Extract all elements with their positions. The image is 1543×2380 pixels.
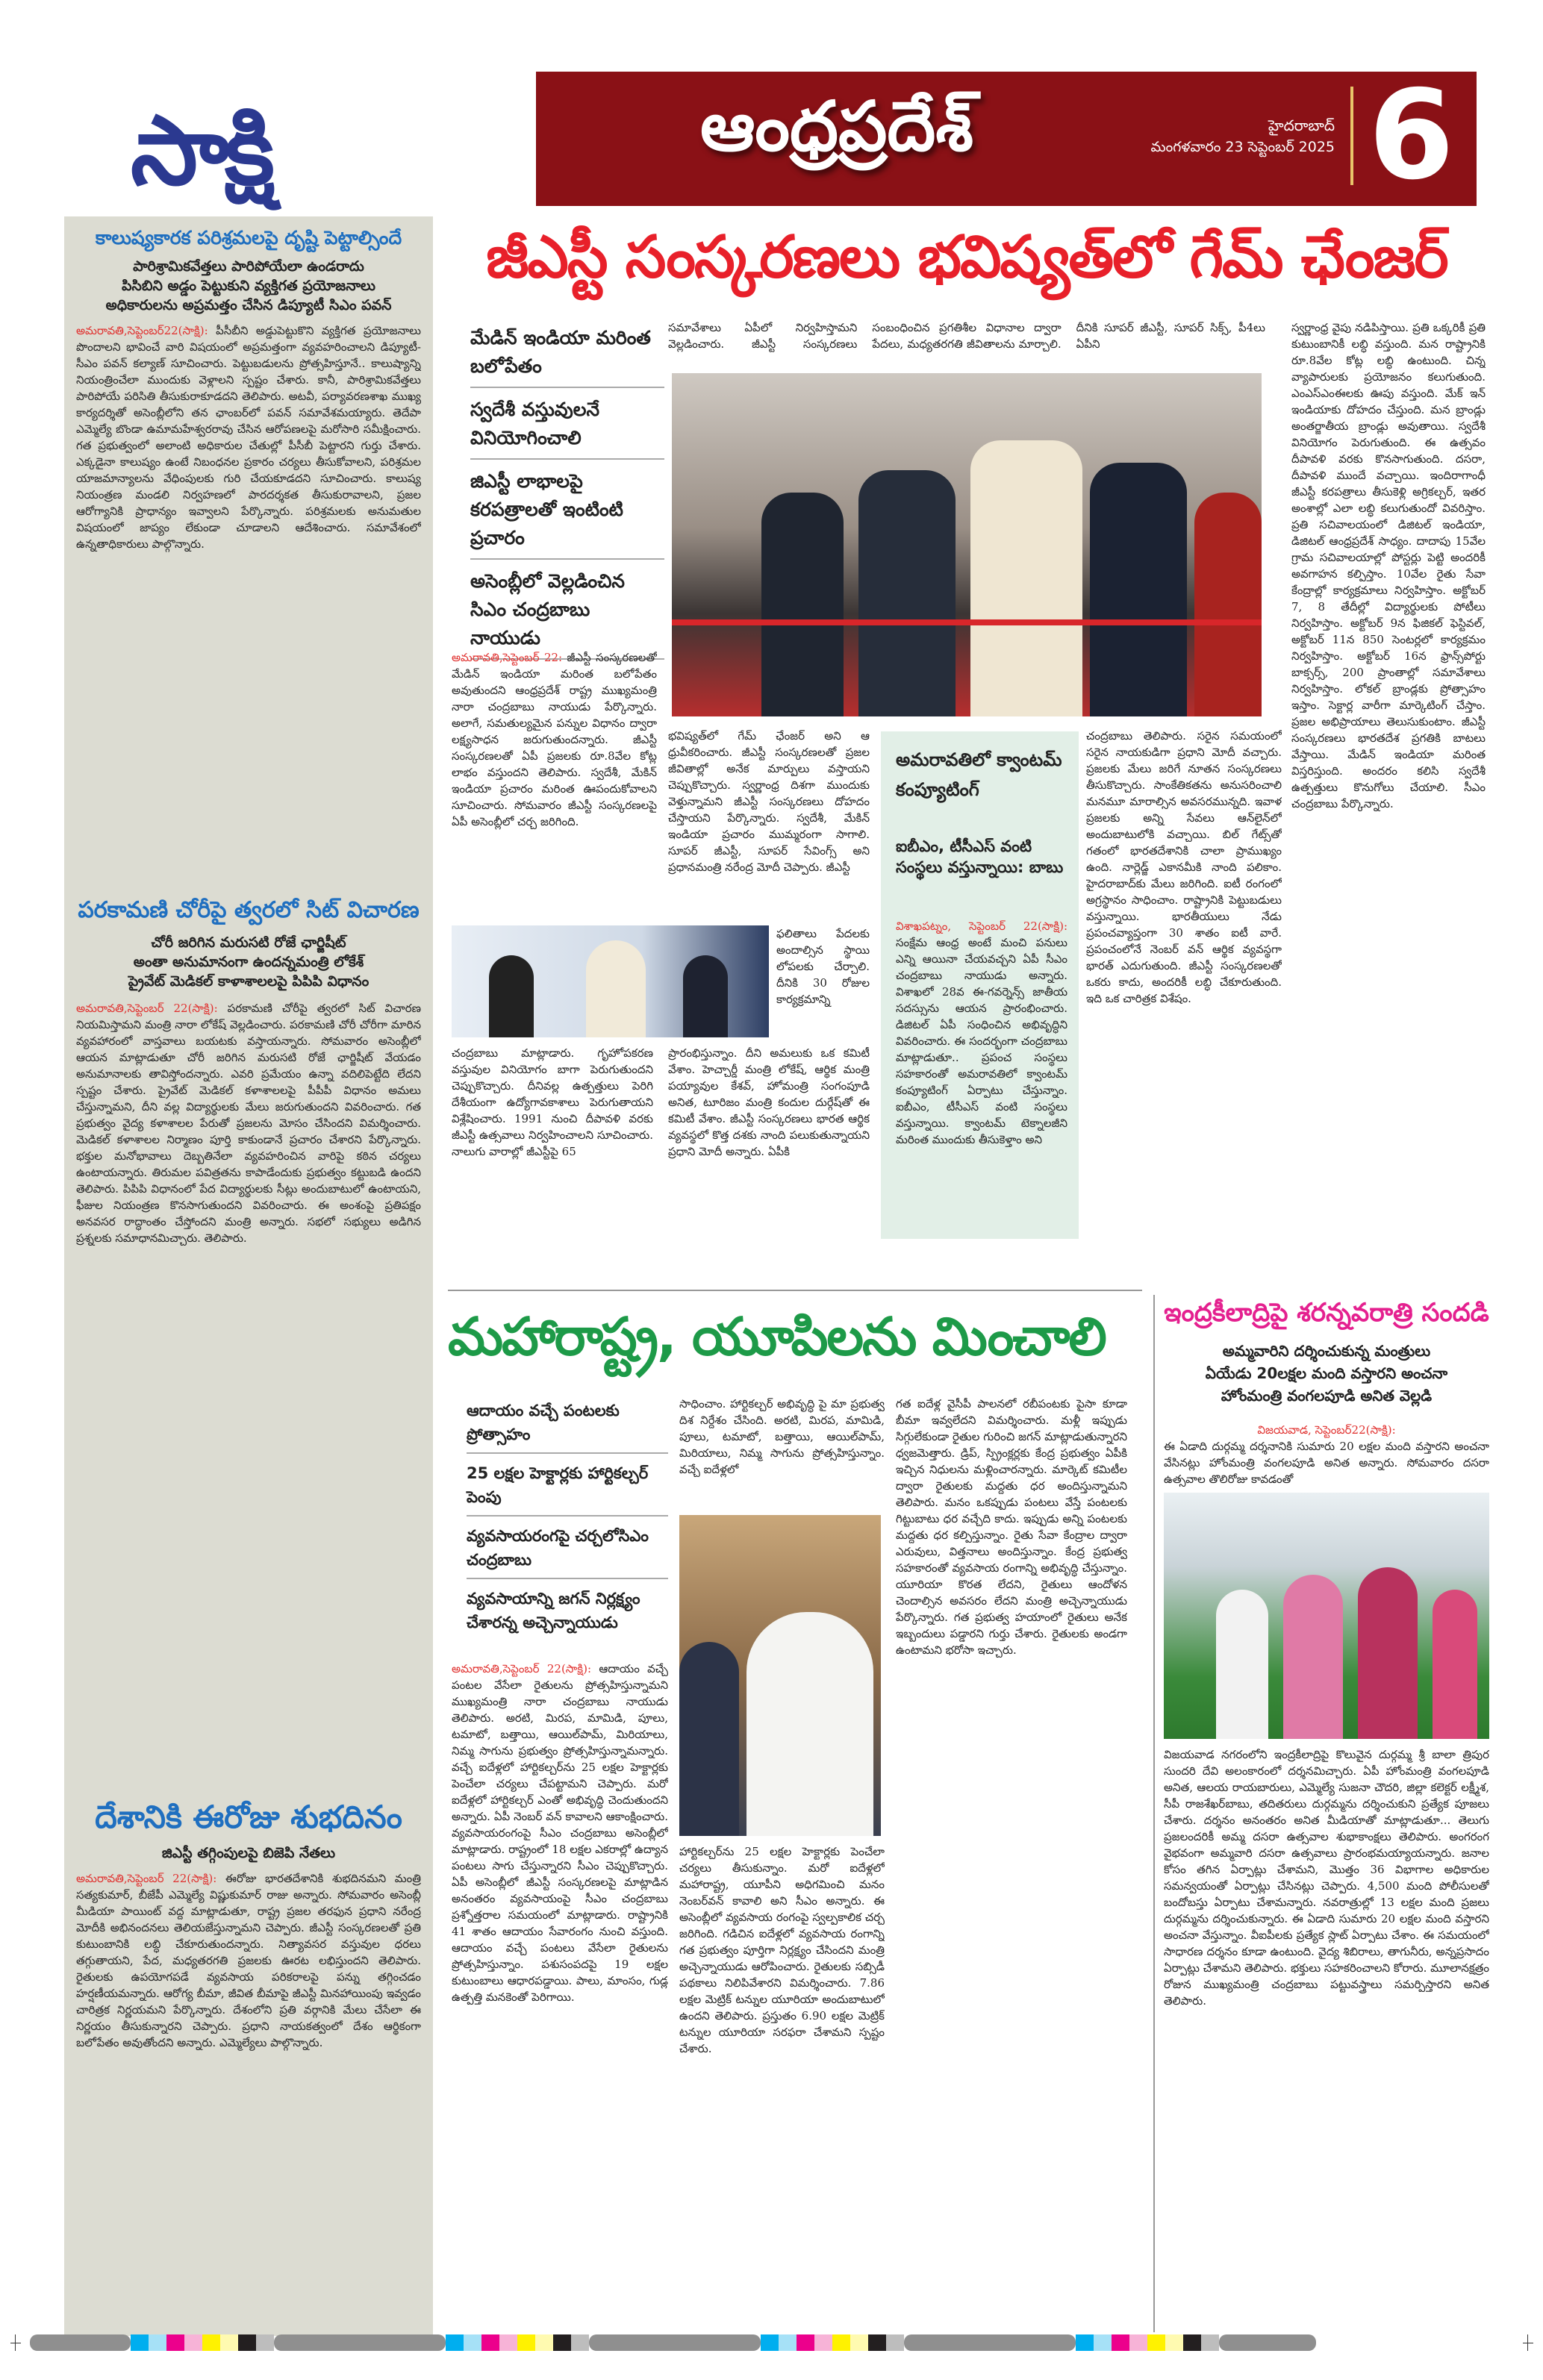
subhead: మేడిన్ ఇండియా మరింత బలోపేతం	[470, 321, 664, 388]
dateline: అమరావతి,సెప్టెంబర్ 22:	[452, 651, 563, 664]
color-patch	[220, 2334, 238, 2351]
color-patch	[256, 2334, 274, 2351]
cm-ribbon-cutting-photo	[672, 373, 1262, 716]
dateline: అమరావతి,సెప్టెంబర్ 22(సాక్షి):	[452, 1662, 592, 1675]
subhead: వ్యవసాయరంగపై చర్చలోసిఎం చంద్రబాబు	[467, 1521, 668, 1579]
color-patch	[446, 2334, 464, 2351]
temple-subs	[1162, 1340, 1491, 1407]
color-patch	[779, 2334, 797, 2351]
color-patch-grey	[274, 2334, 446, 2351]
color-patch	[1076, 2334, 1094, 2351]
main-story-body-col4: చంద్రబాబు తెలిపారు. సరైన సమయంలో సరైన నాయకుడిగా ప్రధాని మోదీ వచ్చారు. ప్రజలకు మేలు జరిగే నూతన సంస్కరణలు తీసుకొచ్చారు. సాంకేతికతను అనుసరించాలి మనమూ మారాల్సిన అవసరమున్నది. ఇవాళ ప్రజలకు అన్ని సేవలు ఆన్‌లైన్‌లో అందుబాటులోకి వచ్చాయి. బిల్ గేట్స్‌తో గతంలో భారతదేశానికి చాలా ప్రాముఖ్యం ఉంది. నార్లెడ్జ్ ఎకానమీకి నాంది పలికాం. హైదరాబాద్‌కు మేలు జరిగింది. ఐటీ రంగంలో అగ్రస్థానం సాధించాం. రాష్ట్రానికి పెట్టుబడులు వస్తున్నాయి. భారతీయులు నేడు ప్రపంచవ్యాప్తంగా 30 శాతం ఐటీ వారే. ప్రపంచంలోనే నెంబర్ వన్ ఆర్థిక వ్యవస్థగా భారత్ ఎదుగుతుంది. జీఎస్టీ సంస్కరణలతో ఒకరు కాదు, అందరికీ లబ్ధి చేకూరుతుంది. ఇది ఒక చారిత్రక విశేషం.	[1086, 729, 1282, 1005]
sidebar-story1-body	[76, 322, 421, 886]
sidebar-story3-body	[76, 1870, 421, 2326]
subhead: ఏయేడు 20లక్షల మంది వస్తారని అంచనా	[1205, 1364, 1448, 1382]
color-patch	[553, 2334, 571, 2351]
color-patch	[131, 2334, 149, 2351]
sidebar-story2-sub: చోరీ జరిగిన మరుసటి రోజే ఛార్జిషీట్	[151, 934, 346, 951]
section-title: ఆంధ్రప్రదేశ్	[700, 87, 973, 166]
agri-body-col1	[452, 1661, 668, 2325]
color-patch	[1183, 2334, 1201, 2351]
color-patch	[1201, 2334, 1219, 2351]
color-patch	[1129, 2334, 1147, 2351]
print-color-bar	[30, 2334, 1515, 2351]
photo-side-text: ఫలితాలు పేదలకు అందాల్సిన స్థాయి లోపలకు చేర్చాలి. దీనికి 30 రోజుల కార్యక్రమాన్ని	[776, 927, 870, 1006]
article-text: ఆదాయం వచ్చే పంటల వేసేలా రైతులను ప్రోత్సహిస్తున్నామని ముఖ్యమంత్రి నారా చంద్రబాబు నాయుడు తెలిపారు. అరటి, మిరప, మామిడి, పూలు, టమాటో, బత్తాయి, ఆయిల్‌పామ్, మిరియాలు, నిమ్మ సాగును ప్రభుత్వం ప్రోత్సహిస్తున్నామన్నారు. వచ్చే ఐదేళ్లలో హార్టికల్చర్‌ను 25 లక్షల హెక్టార్లకు పెంచేలా చర్యలు చేపట్టామని చెప్పారు. మరో ఐదేళ్లలో హార్టికల్చర్ ఎంతో అభివృద్ధి చెందుతుందని అన్నారు. ఏపీ నెంబర్ వన్ కావాలని ఆకాంక్షించారు. వ్యవసాయరంగంపై సీఎం చంద్రబాబు అసెంబ్లీలో మాట్లాడారు. రాష్ట్రంలో 18 లక్షల ఎకరాల్లో ఉద్యాన పంటలు సాగు చేస్తున్నారని సీఎం చెప్పుకొచ్చారు. ఏపీ అసెంబ్లీలో జీఎస్టీ సంస్కరణలపై మాట్లాడిన అనంతరం వ్యవసాయంపై సీఎం చంద్రబాబు ప్రశ్నోత్తరాల సమయంలో మాట్లాడారు. రాష్ట్రానికి 41 శాతం ఆదాయం సేవారంగం నుంచి వస్తుంది. ఆదాయం వచ్చే పంటలు వేసేలా రైతులను ప్రోత్సహిస్తున్నాం. పశుసంపదపై 19 లక్షల కుటుంబాలు ఆధారపడ్డాయి. పాలు, మాంసం, గుడ్ల ఉత్పత్తి మనకెంతో పెరిగాయి.	[452, 1662, 668, 2004]
color-patch	[1112, 2334, 1129, 2351]
subhead: ఆదాయం వచ్చే పంటలకు ప్రోత్సాహం	[467, 1396, 668, 1454]
agri-body-col2b: హార్టికల్చర్‌ను 25 లక్షల హెక్టార్లకు పెంచేలా చర్యలు తీసుకున్నాం. మరో ఐదేళ్లలో మహారాష్ట్ర, యూపీని అధిగమించి మనం నెంబర్‌వన్ కావాలి అని సీఎం అన్నారు. ఈ అసెంబ్లీలో వ్యవసాయ రంగంపై స్వల్పకాలిక చర్చ జరిగింది. గడిచిన ఐదేళ్లలో వ్యవసాయ రంగాన్ని గత ప్రభుత్వం పూర్తిగా నిర్లక్ష్యం చేసిందని మంత్రి అచ్చెన్నాయుడు ఆరోపించారు. రైతులకు సబ్సిడీ పథకాలు నిలిపివేశారని విమర్శించారు. 7.86 లక్షల మెట్రిక్ టన్నుల యూరియా అందుబాటులో ఉందని తెలిపారు. ప్రస్తుతం 6.90 లక్షల మెట్రిక్ టన్నుల యూరియా సరఫరా చేశామని స్పష్టం చేశారు.	[679, 1845, 885, 2055]
sidebar-story1-sub: పిసిబిని అడ్డం పెట్టుకుని వ్యక్తిగత ప్రయోజనాలు	[122, 278, 375, 294]
agri-headline: మహారాష్ట్ర, యూపిలను మించాలి	[448, 1306, 1106, 1367]
subhead: జిఎస్టీ లాభాలపై కరపత్రాలతో ఇంటింటి ప్రచారం	[470, 464, 664, 560]
color-patch-grey	[904, 2334, 1076, 2351]
article-text: ఈ ఏడాది దుర్గమ్మ దర్శనానికి సుమారు 20 లక్షల మంది వస్తారని అంచనా వేసినట్లు హోంమంత్రి వంగలపూడి అనిత అన్నారు. సోమవారం దసరా ఉత్సవాల తొలిరోజు కావడంతో	[1164, 1440, 1489, 1486]
main-story-body-col5: స్వర్ణాంధ్ర వైపు నడిపిస్తాయి. ప్రతి ఒక్కరికీ ప్రతి కుటుంబానికీ లబ్ధి వస్తుంది. మన రాష్ట్రానికి రూ.8వేల కోట్ల లబ్ధి ఉంటుంది. చిన్న వ్యాపారులకు ప్రయోజనం కలుగుతుంది. ఎంఎస్ఎంఈలకు ఊపు వస్తుంది. మేక్ ఇన్ ఇండియాకు దోహదం చేస్తుంది. మన బ్రాండ్లు అంతర్జాతీయ బ్రాండ్లు అవుతాయి. స్వదేశీ వినియోగం పెరుగుతుంది. ఈ ఉత్సవం దీపావళి వరకు కొనసాగుతుంది. దసరా, దీపావళి ముందే వచ్చాయి. ఇందిరాగాంధీ జీఎస్టీ కరపత్రాలు తీసుకెళ్లి అగ్రికల్చర్, ఇతర అంశాల్లో ఎలా లబ్ధి కలుగుతుందో వివరిస్తాం. ప్రతి సచివాలయంలో డిజిటల్ ఇండియా, డిజిటల్ ఆంధ్రప్రదేశ్ సాధ్యం. దాదాపు 15వేల గ్రామ సచివాలయాల్లో పోస్టర్లు పెట్టి అందరికీ అవగాహన కల్పిస్తాం. 10వేల రైతు సేవా కేంద్రాల్లో కార్యక్రమాలు నిర్వహిస్తాం. అక్టోబర్ 7, 8 తేదీల్లో విద్యార్థులకు పోటీలు నిర్వహిస్తాం. అక్టోబర్ 9న ఫిజికల్ ఫెస్టివల్, అక్టోబర్ 11న 850 సెంటర్లలో కార్యక్రమం నిర్వహిస్తాం. అక్టోబర్ 16న ఫ్రాన్స్‌పోర్టు బాక్సర్స్, 200 ప్రాంతాల్లో సమావేశాలు నిర్వహిస్తాం. లోకల్ బ్రాండ్లకు ప్రోత్సాహం ఇస్తాం. సెక్టార్ల వారీగా మార్కెటింగ్ చేస్తాం. ప్రజల అభిప్రాయాలు తెలుసుకుంటాం. జీఎస్టీ సంస్కరణలు భారతదేశ ప్రగతికి బాటలు వేస్తాయి. మేడిన్ ఇండియా మరింత విస్తరిస్తుంది. అందరం కలిసి స్వదేశీ ఉత్పత్తులు కొనుగోలు చేయాలి. సీఎం చంద్రబాబు పేర్కొన్నారు.	[1291, 321, 1486, 810]
color-patch	[184, 2334, 202, 2351]
main-story-body-top: సమావేశాలు ఏపీలో నిర్వహిస్తామని వెల్లడించారు. జీఎస్టీ సంస్కరణలు సంబంధించిన ప్రగతిశీల విధానాల ద్వారా పేదలు, మధ్యతరగతి జీవితాలను మార్చాలి. దీనికి సూపర్ జీఎస్టీ, సూపర్ సిక్స్, పీ4లు ఏపీని	[668, 321, 1265, 351]
dateline: విజయవాడ, సెప్టెంబర్22(సాక్షి):	[1257, 1423, 1396, 1437]
main-headline: జీఎస్టీ సంస్కరణలు భవిష్యత్‌లో గేమ్ ఛేంజర్	[486, 224, 1447, 291]
temple-photo	[1164, 1493, 1489, 1739]
section-banner	[536, 63, 1477, 207]
main-story-body-left2: చంద్రబాబు మాట్లాడారు. గృహోపకరణ వస్తువుల వినియోగం బాగా పెరుగుతుందని చెప్పుకొచ్చారు. దీనివల్ల ఉత్పత్తులు పెరిగి దేశీయంగా ఉద్యోగావకాశాలు పెరుగుతాయని విశ్లేషించారు. 1991 నుంచి దీపావళి వరకు జీఎస్టీ ఉత్సవాలు నిర్వహించాలని సూచించారు. నాలుగు వారాల్లో జీఎస్టీపై 65	[452, 1046, 653, 1158]
main-story-body-col2: భవిష్యత్‌లో గేమ్ ఛేంజర్ అని ఆ ధ్రువీకరించారు. జీఎస్టీ సంస్కరణలతో ప్రజల జీవితాల్లో అనేక మార్పులు వస్తాయని చెప్పుకొచ్చారు. స్వర్ణాంధ్ర దిశగా ముందుకు వెళ్తున్నామని జీఎస్టీ సంస్కరణలు దోహదం చేస్తాయని పేర్కొన్నారు. స్వదేశీ, మేకిన్ ఇండియా ప్రచారం ముమ్మరంగా సాగాలి. సూపర్ జీఎస్టీ, సూపర్ సేవింగ్స్ అని ప్రధానమంత్రి నరేంద్ర మోదీ చెప్పారు. జీఎస్టీ	[668, 729, 870, 874]
color-patch-grey	[1219, 2334, 1316, 2351]
dateline: అమరావతి,సెప్టెంబర్ 22(సాక్షి):	[76, 1002, 218, 1015]
banner-divider	[1350, 87, 1353, 185]
article-text: పీసీబీని అడ్డుపెట్టుకొని వ్యక్తిగత ప్రయోజనాలు పొందాలని భావించే వారి విషయంలో అప్రమత్తంగా వ్యవహరించాలని డిప్యూటీ- సీఎం పవన్ కల్యాణ్ సూచించారు. పెట్టుబడులను ప్రోత్సహిస్తూనే.. కాలుష్యాన్ని నియంత్రించేలా ముందుకు వెళ్లాలని స్పష్టం చేశారు. కానీ, పారిశ్రామికవేత్తలు పారిపోయే పరిసితి తీసుకురాకూడదని తెలిపారు. అటవీ, పర్యావరణశాఖ ముఖ్య కార్యదర్శితో అసెంబ్లీలోని తన ఛాంబర్‌లో పవన్ సమావేశమయ్యారు. తెదేపా ఎమ్మెల్యే బొండా ఉమామహేశ్వరరావు చేసిన ఆరోపణలపై మరోసారి సమీక్షించారు. గత ప్రభుత్వంలో అలాంటి అధికారుల చేతుల్లో పీసీబీ పెట్టారని గుర్తు చేశారు. ఎక్కడైనా కాలుష్యం ఉంటే నిబంధనల ప్రకారం చర్యలు తీసుకోవాలని, పరిశ్రమల యాజమాన్యాలను వేధింపులకు గురి చేయకూడదని సూచించారు. కాలుష్య నియంత్రణ మండలి నిర్వహణలో పారదర్శకత తీసుకురావాలని, ప్రజల ఆరోగ్యానికి ప్రాధాన్యం ఇవ్వాలని పేర్కొన్నారు. పరిశ్రమలకు అనుమతుల విషయంలో జాప్యం లేకుండా చూడాలని ఆదేశించారు. సమావేశంలో ఉన్నతాధికారులు పాల్గొన్నారు.	[76, 324, 421, 551]
color-patch	[535, 2334, 553, 2351]
agri-body-col2: సాధించాం. హార్టికల్చర్ అభివృద్ధి పై మా ప్రభుత్వ దిశ నిర్దేశం చేసింది. అరటి, మిరప, మామిడి, పూలు, టమాటో, బత్తాయి, ఆయిల్‌పామ్, మిరియాలు, నిమ్మ సాగును ప్రోత్సహిస్తున్నాం. వచ్చే ఐదేళ్లలో	[679, 1397, 885, 1476]
sidebar-story2-body	[76, 1000, 421, 1776]
minister-photo	[679, 1515, 881, 1836]
sidebar-story1-sub: అధికారులను అప్రమత్తం చేసిన డిప్యూటీ సిఎం పవన్	[105, 297, 392, 313]
color-patch	[571, 2334, 589, 2351]
e-governance-photo	[452, 925, 769, 1037]
sidebar-story2-headline: పరకామణి చోరీపై త్వరలో సిట్ విచారణ	[78, 897, 420, 923]
article-text: సంక్షేమ ఆంధ్ర అంటే మంచి పనులు ఎన్ని ఆయినా చేయవచ్చని ఏపీ సీఎం చంద్రబాబు నాయుడు అన్నారు. విశాఖలో 28వ ఈ-గవర్నెన్స్ జాతీయ సదస్సును ఆయన ప్రారంభించారు. డిజిటల్ ఏపీ సంధించిన అభివృద్ధిని వివరించారు. ఈ సందర్భంగా చంద్రబాబు మాట్లాడుతూ.. ప్రపంచ సంస్థలు సహకారంతో అమరావతిలో క్వాంటమ్ కంప్యూటింగ్ ఏర్పాటు చేస్తున్నాం. ఐబీఎం, టీసీఎస్ వంటి సంస్థలు వస్తున్నాయి. క్వాంటమ్ టెక్నాలజీని మరింత ముందుకు తీసుకెళ్తాం అని	[896, 936, 1067, 1146]
quantum-headline: అమరావతిలో క్వాంటమ్ కంప్యూటింగ్	[896, 749, 1062, 800]
quantum-story-box	[881, 731, 1079, 1239]
temple-body-intro	[1164, 1422, 1489, 1489]
page-number: 6	[1368, 63, 1454, 207]
article-text: పరకామణి చోరీపై త్వరలో సిట్ విచారణ నియమిస్తామని మంత్రి నారా లోకేష్ వెల్లడించారు. పరకామణి చోరీ చోరీగా మారిన వ్యవహారంలో వాస్తవాలు బయటకు వస్తాయన్నారు. సోమవారం అసెంబ్లీలో ఆయన మాట్లాడుతూ చోరీ జరిగిన మరుసటి రోజే ఛార్జిషీట్ వేయడం అనుమానాలకు తావిస్తోందన్నారు. ఎవరి ప్రమేయం ఉన్నా వదిలిపెట్టేది లేదని స్పష్టం చేశారు. ప్రైవేట్ మెడికల్ కళాశాలలపై పీపీపీ విధానం అమలు చేస్తున్నామని, దీని వల్ల విద్యార్థులకు మేలు జరుగుతుందని వివరించారు. గత ప్రభుత్వం వైద్య కళాశాలల పేరుతో ప్రజలను మోసం చేసిందని విమర్శించారు. మెడికల్ కళాశాలల నిర్మాణం పూర్తి కాకుండానే ప్రచారం చేశారని పేర్కొన్నారు. భక్తుల మనోభావాలు దెబ్బతినేలా వ్యవహరించిన వారిపై కఠిన చర్యలు ఉంటాయన్నారు. తిరుమల పవిత్రతను కాపాడేందుకు ప్రభుత్వం కట్టుబడి ఉందని తెలిపారు. పిపిపి విధానంలో పేద విద్యార్థులకు సీట్లు అందుబాటులో ఉంటాయని, ఫీజుల నియంత్రణ కొనసాగుతుందని వివరించారు. ఈ అంశంపై ప్రతిపక్షం అనవసర రాద్ధాంతం చేస్తోందని మంత్రి అన్నారు. సభలో సభ్యులు అడిగిన ప్రశ్నలకు సమాధానమిచ్చారు. తెలిపారు.	[76, 1002, 421, 1245]
sidebar-story3-headline: దేశానికి ఈరోజు శుభదినం	[95, 1799, 402, 1835]
quantum-body	[896, 918, 1067, 1231]
edition-city: హైదరాబాద్	[1268, 116, 1335, 134]
color-patch	[149, 2334, 166, 2351]
quantum-subhead: ఐబీఎం, టీసీఎస్ వంటి సంస్థలు వస్తున్నాయి: బాబు	[896, 837, 1064, 876]
subhead: హోంమంత్రి వంగలపూడి అనిత వెల్లడి	[1221, 1387, 1433, 1405]
registration-mark	[1523, 2334, 1533, 2351]
color-patch	[761, 2334, 779, 2351]
color-patch	[238, 2334, 256, 2351]
color-patch	[868, 2334, 886, 2351]
color-patch-grey	[589, 2334, 761, 2351]
temple-headline: ఇంద్రకీలాద్రిపై శరన్నవరాత్రి సందడి	[1164, 1298, 1489, 1328]
left-sidebar	[64, 216, 433, 2336]
color-patch	[886, 2334, 904, 2351]
agri-subheads	[467, 1396, 668, 1645]
color-patch-grey	[30, 2334, 131, 2351]
sidebar-story2-sub: అంతా అనుమానంగా ఉందన్నమంత్రి లోకేశ్	[133, 954, 364, 970]
color-patch	[814, 2334, 832, 2351]
sidebar-story1-sub: పారిశ్రామికవేత్తలు పారిపోయేలా ఉండరాదు	[133, 258, 364, 275]
color-patch	[832, 2334, 850, 2351]
main-story-body-mid2: ప్రారంభిస్తున్నాం. దీని అమలుకు ఒక కమిటీ వేశాం. హెచ్చార్డీ మంత్రి లోకేష్, ఆర్థిక మంత్రి పయ్యావుల కేశవ్, హోమంత్రి సంగంపూడి అనిత, టూరిజం మంత్రి కందుల దుర్గేష్‌తో ఈ కమిటీ వేశాం. జీఎస్టీ సంస్కరణలు భారత ఆర్థిక వ్యవస్థలో కొత్త దశకు నాంది పలుకుతున్నాయని ప్రధాని మోదీ అన్నారు. ఏపీకి	[668, 1046, 870, 1158]
article-text: జీఎస్టీ సంస్కరణలతో మేడిన్ ఇండియా మరింత బలోపేతం అవుతుందని ఆంధ్రప్రదేశ్ రాష్ట్ర ముఖ్యమంత్రి నారా చంద్రబాబు నాయుడు పేర్కొన్నారు. అలాగే, సమతుల్యమైన పన్నుల విధానం ద్వారా లక్ష్యసాధన జరుగుతుందన్నారు. జీఎస్టీ సంస్కరణలతో ఏపీ ప్రజలకు రూ.8వేల కోట్ల లాభం వస్తుందని తెలిపారు. స్వదేశీ, మేకిన్ ఇండియా ప్రచారం మరింత ఊపందుకోవాలని సూచించారు. సోమవారం జీఎస్టీ సంస్కరణలపై ఏపీ అసెంబ్లీలో చర్చ జరిగింది.	[452, 651, 657, 828]
subhead: 25 లక్షల హెక్టార్లకు హార్టికల్చర్ పెంపు	[467, 1458, 668, 1517]
sidebar-story3-sub: జిఎస్టీ తగ్గింపులపై బిజెపి నేతలు	[161, 1845, 336, 1861]
subhead: అమ్మవారిని దర్శించుకున్న మంత్రులు	[1222, 1342, 1431, 1360]
main-story-body-col1	[452, 649, 657, 918]
dateline: అమరావతి,సెప్టెంబర్22(సాక్షి):	[76, 324, 208, 337]
article-text: ఈరోజు భారతదేశానికి శుభదినమని మంత్రి సత్యకుమార్, బీజేపీ ఎమ్మెల్యే విష్ణుకుమార్ రాజు అన్నారు. సోమవారం అసెంబ్లీ మీడియా పాయింట్ వద్ద మాట్లాడుతూ, రాష్ట్ర ప్రజల తరఫున ప్రధాని నరేంద్ర మోదీకి అభినందనలు తెలియజేస్తున్నామని చెప్పారు. జీఎస్టీ సంస్కరణలతో ప్రతి కుటుంబానికి లబ్ధి చేకూరుతుందన్నారు. నిత్యావసర వస్తువుల ధరలు తగ్గుతాయని, పేద, మధ్యతరగతి ప్రజలకు ఊరట లభిస్తుందని తెలిపారు. రైతులకు ఉపయోగపడే వ్యవసాయ పరికరాలపై పన్ను తగ్గించడం హర్షణీయమన్నారు. ఆరోగ్య బీమా, జీవిత బీమాపై జీఎస్టీ మినహాయింపు ఇవ్వడం చారిత్రక నిర్ణయమని పేర్కొన్నారు. దేశంలోని ప్రతి వర్గానికి మేలు చేసేలా ఈ నిర్ణయం తీసుకున్నారని చెప్పారు. ప్రధాని నాయకత్వంలో దేశం ఆర్థికంగా బలోపేతం అవుతోందని అన్నారు. ఎమ్మెల్యేలు పాల్గొన్నారు.	[76, 1872, 421, 2049]
color-patch	[481, 2334, 499, 2351]
color-patch	[1165, 2334, 1183, 2351]
edition-date: మంగళవారం 23 సెప్టెంబర్ 2025	[1150, 139, 1335, 155]
color-patch	[797, 2334, 814, 2351]
agri-body-col3: గత ఐదేళ్ల వైసీపీ పాలనలో రబీపంటకు పైసా కూడా బీమా ఇవ్వలేదని విమర్శించారు. మళ్లీ ఇప్పుడు సిగ్గులేకుండా రైతుల గురించి జగన్ మాట్లాడుతున్నారని ధ్వజమెత్తారు. డ్రిప్, స్ప్రింక్లర్లకు కేంద్ర ప్రభుత్వం ఏపీకి ఇచ్చిన నిధులను మళ్లించారన్నారు. మార్కెట్ కమిటీల ద్వారా రైతులకు మద్దతు ధర అందిస్తున్నామని తెలిపారు. మనం ఒకప్పుడు పంటలు వేస్తే పంటలకు గిట్టుబాటు ధర వచ్చేది కాదు. ఇప్పుడు అన్ని పంటలకు మద్దతు ధర కల్పిస్తున్నాం. రైతు సేవా కేంద్రాల ద్వారా ఎరువులు, విత్తనాలు అందిస్తున్నాం. కేంద్ర ప్రభుత్వ సహకారంతో వ్యవసాయ రంగాన్ని అభివృద్ధి చేస్తున్నాం. యూరియా కొరత లేదని, రైతులు ఆందోళన చెందాల్సిన అవసరం లేదని మంత్రి అచ్చెన్నాయుడు పేర్కొన్నారు. గత ప్రభుత్వ హయాంలో రైతులు అనేక ఇబ్బందులు పడ్డారని గుర్తు చేశారు. రైతులకు అండగా ఉంటామని భరోసా ఇచ్చారు.	[896, 1397, 1127, 1657]
sidebar-story1-headline: కాలుష్యకారక పరిశ్రమలపై దృష్టి పెట్టాల్సిందే	[95, 227, 402, 249]
color-patch	[1094, 2334, 1112, 2351]
registration-mark	[10, 2334, 21, 2351]
main-subheads	[470, 321, 664, 664]
newspaper-logo: సాక్షి	[131, 96, 270, 207]
dateline: అమరావతి,సెప్టెంబర్ 22(సాక్షి):	[76, 1872, 217, 1885]
dateline: విశాఖపట్నం, సెప్టెంబర్ 22(సాక్షి):	[896, 919, 1067, 933]
sidebar-story2-sub: ప్రైవేట్ మెడికల్ కాళాశాలలపై పిపిపి విధానం	[128, 973, 370, 990]
color-patch	[517, 2334, 535, 2351]
color-patch	[499, 2334, 517, 2351]
color-patch	[166, 2334, 184, 2351]
color-patch	[850, 2334, 868, 2351]
color-patch	[202, 2334, 220, 2351]
subhead: అసెంబ్లీలో వెల్లడించిన సిఎం చంద్రబాబు నాయుడు	[470, 564, 664, 660]
temple-body: విజయవాడ నగరంలోని ఇంద్రకీలాద్రిపై కొలువైన దుర్గమ్మ శ్రీ బాలా త్రిపుర సుందరి దేవి అలంకారంలో దర్శనమిచ్చారు. ఏపీ హోంమంత్రి వంగలపూడి అనిత, ఆలయ రాయబారులు, ఎమ్మెల్యే సుజనా చౌదరి, జిల్లా కలెక్టర్ లక్ష్మీశ, సీపీ రాజశేఖర్‌బాబు, తదితరులు దుర్గమ్మను దర్శించుకుని ప్రత్యేక పూజలు చేశారు. దర్శనం అనంతరం అనిత మీడియాతో మాట్లాడుతూ... తెలుగు ప్రజలందరికీ అమ్మ దసరా ఉత్సవాల శుభాకాంక్షలు తెలిపారు. అంగరంగ వైభవంగా అమ్మవారి దసరా ఉత్సవాలు ప్రారంభమయ్యాయన్నారు. జనాల కోసం తగిన ఏర్పాట్లు చేశామని, మొత్తం 36 విభాగాల అధికారుల సమన్వయంతో ఏర్పాట్లు చేసినట్లు చెప్పారు. 4,500 మంది పోలీసులతో బందోబస్తు ఏర్పాటు చేశామన్నారు. నవరాత్రుల్లో 13 లక్షల మంది ప్రజలు దుర్గమ్మను దర్శించుకున్నారు. ఈ ఏడాది సుమారు 20 లక్షల మంది వస్తారని అంచనా వేస్తున్నాం. వీఐపీలకు ప్రత్యేక స్లాట్ ఏర్పాటు చేశాం. ఈ సమయంలో సాధారణ దర్శనం కూడా ఉంటుంది. వైద్య శిబిరాలు, తాగునీరు, అన్నప్రసాదం ఏర్పాట్లు చేశామని తెలిపారు. భక్తులు సహకరించాలని కోరారు. మూలానక్షత్రం రోజున ముఖ్యమంత్రి చంద్రబాబు పట్టువస్త్రాలు సమర్పిస్తారని అనిత తెలిపారు.	[1164, 1748, 1489, 2008]
subhead: వ్యవసాయాన్ని జగన్ నిర్లక్ష్యం చేశారన్న అచ్చెన్నాయుడు	[467, 1590, 640, 1631]
subhead: స్వదేశీ వస్తువులనే వినియోగించాలి	[470, 393, 664, 460]
color-patch	[464, 2334, 481, 2351]
color-patch	[1147, 2334, 1165, 2351]
temple-story-box	[1153, 1295, 1491, 2332]
